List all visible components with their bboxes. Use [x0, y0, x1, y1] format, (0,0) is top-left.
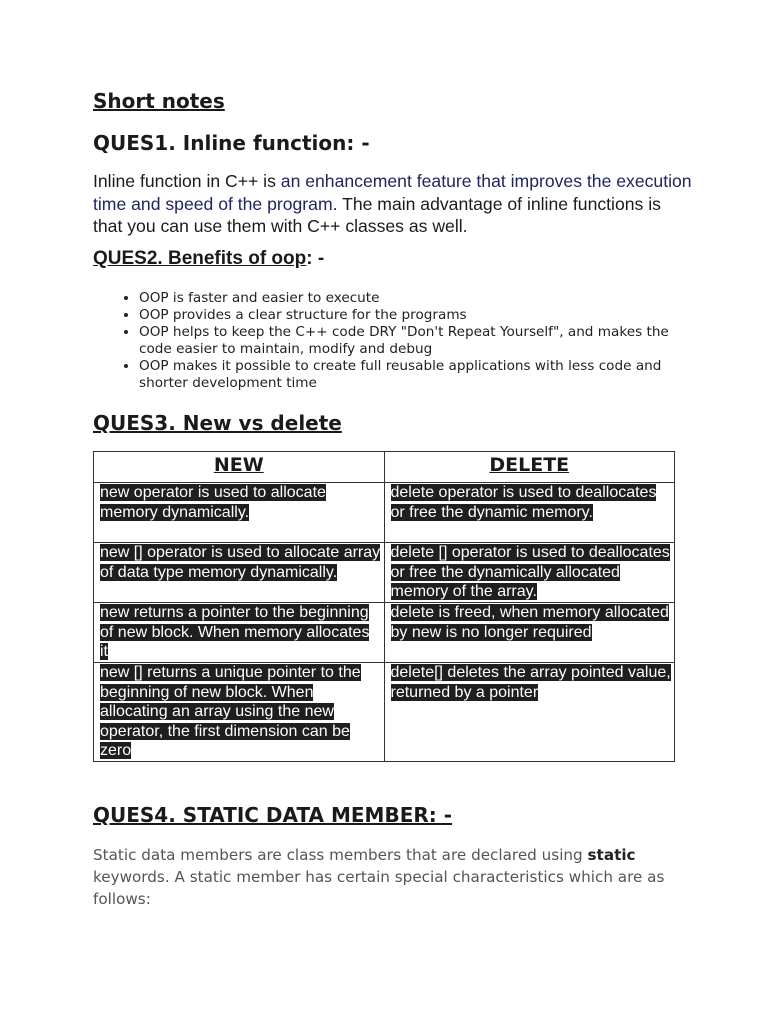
- cell-text: delete [] operator is used to deallocates or free the dynamically allocated memory of the array.: [390, 544, 670, 601]
- table-cell: [384, 663, 675, 762]
- q4-text-part2: keywords. A static member has certain special characteristics which are as follows:: [93, 868, 665, 908]
- cell-text: new returns a pointer to the beginning of new block. When memory allocates it: [100, 604, 370, 661]
- q2-heading-text: QUES2. Benefits of oop: [93, 248, 307, 269]
- table-cell: [94, 603, 385, 663]
- page-title: Short notes: [93, 89, 225, 113]
- new-vs-delete-table: [93, 451, 675, 762]
- list-item: • OOP makes it possible to create full reusable applications with less code and shorter development time: [139, 358, 699, 392]
- table-header-row: [94, 452, 675, 483]
- q1-text-highlight: an enhancement feature that improves the execution time and speed of the program: [93, 171, 692, 214]
- cell-text: delete operator is used to deallocates or free the dynamic memory.: [390, 484, 657, 521]
- cell-text: new operator is used to allocate memory dynamically.: [100, 484, 326, 521]
- list-item: • OOP provides a clear structure for the programs: [139, 307, 699, 324]
- cell-text: delete is freed, when memory allocated by new is no longer required: [390, 604, 669, 641]
- question-3-heading: [93, 411, 342, 435]
- column-header-delete: DELETE: [384, 452, 675, 483]
- question-4-paragraph: [93, 844, 693, 910]
- q4-text-bold: static: [587, 846, 636, 864]
- question-2-heading: [93, 248, 324, 270]
- benefits-list: [112, 290, 699, 392]
- cell-text: new [] returns a unique pointer to the beginning of new block. When allocating an array using the new operator, the first dimension can be zero: [100, 664, 361, 760]
- q2-heading-suffix: : -: [306, 248, 325, 269]
- table-cell: [384, 543, 675, 603]
- column-header-new: NEW: [94, 452, 385, 483]
- cell-text: new [] operator is used to allocate array of data type memory dynamically.: [100, 544, 381, 581]
- table-cell: [94, 483, 385, 543]
- q1-text-part2: . The main advantage of inline functions is that you can use them with C++ classes as well.: [93, 193, 661, 236]
- table-row: [94, 543, 675, 603]
- list-item: • OOP helps to keep the C++ code DRY "Don't Repeat Yourself", and makes the code easier to maintain, modify and debug: [139, 324, 699, 358]
- q1-text-part1: Inline function in C++ is: [93, 171, 281, 191]
- question-1-paragraph: [93, 170, 693, 238]
- table-cell: [384, 603, 675, 663]
- table-cell: [94, 543, 385, 603]
- question-1-heading: QUES1. Inline function: -: [93, 131, 370, 155]
- table-row: [94, 603, 675, 663]
- table-row: [94, 663, 675, 762]
- list-item: • OOP is faster and easier to execute: [139, 290, 699, 307]
- cell-text: delete[] deletes the array pointed value, returned by a pointer: [390, 664, 671, 701]
- q3-heading-text: QUES3. New vs delete: [93, 411, 342, 435]
- question-4-heading: [93, 803, 452, 827]
- q4-text-part1: Static data members are class members that are declared using: [93, 846, 588, 864]
- q4-heading-text: QUES4. STATIC DATA MEMBER: -: [93, 803, 453, 827]
- table-cell: [384, 483, 675, 543]
- table-row: [94, 483, 675, 543]
- table-cell: [94, 663, 385, 762]
